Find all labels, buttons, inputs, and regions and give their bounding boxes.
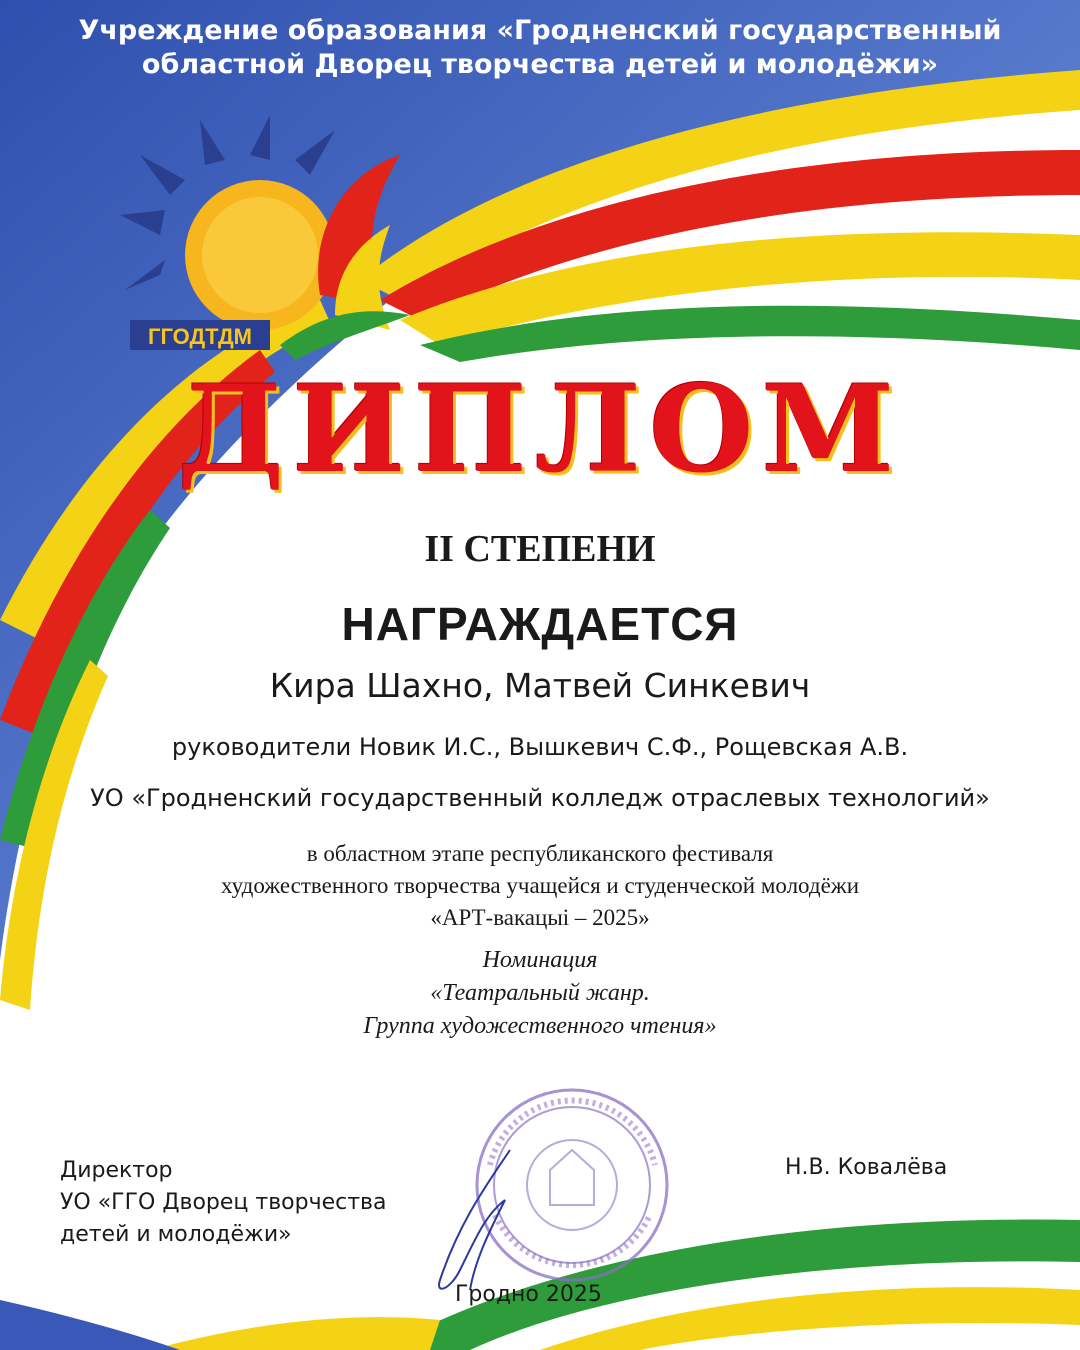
signer-name: Н.В. Ковалёва [785, 1155, 948, 1180]
contest-description [0, 838, 1080, 934]
nomination-block [0, 944, 1080, 1043]
director-title: Директор [60, 1158, 173, 1183]
nomination-line-1: «Театральный жанр. [430, 980, 650, 1006]
place-and-year: Гродно 2025 [455, 1282, 602, 1307]
director-signature [420, 1140, 540, 1300]
director-block [60, 1155, 387, 1251]
nomination-line-2: Группа художественного чтения» [363, 1013, 717, 1039]
diploma-title: ДИПЛОМ [177, 359, 903, 500]
palace-logo [120, 115, 420, 375]
contest-line-3: «АРТ-вакацыі – 2025» [430, 905, 650, 930]
contest-line-1: в областном этапе республиканского фестиваля [306, 841, 774, 866]
nomination-label: Номинация [482, 947, 598, 973]
director-org-line-2: детей и молодёжи» [60, 1222, 292, 1247]
recipients-names: Кира Шахно, Матвей Синкевич [269, 666, 811, 705]
director-org-line-1: УО «ГГО Дворец творчества [60, 1190, 387, 1215]
leaders-line: руководители Новик И.С., Вышкевич С.Ф., Рощевская А.В. [171, 733, 909, 761]
institution-header [0, 14, 1080, 82]
degree-label: II СТЕПЕНИ [424, 528, 656, 570]
logo-text: ГГОДТДМ [147, 324, 253, 349]
contest-line-2: художественного творчества учащейся и студенческой молодёжи [220, 873, 860, 898]
header-line-1: Учреждение образования «Гродненский государственный [78, 15, 1002, 46]
header-line-2: областной Дворец творчества детей и молодёжи» [141, 49, 939, 80]
awarded-label: НАГРАЖДАЕТСЯ [341, 598, 739, 650]
organization-line: УО «Гродненский государственный колледж отраслевых технологий» [90, 784, 990, 812]
